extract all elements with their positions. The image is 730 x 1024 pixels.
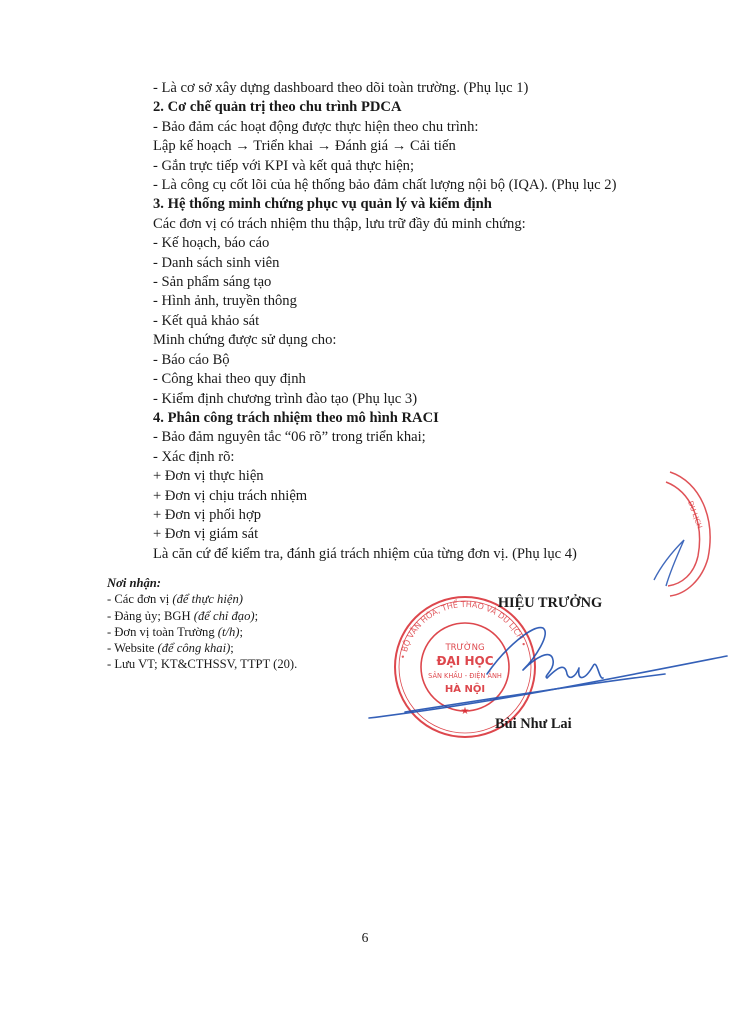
body-line: - Kế hoạch, báo cáo xyxy=(153,235,270,252)
recipient-item xyxy=(107,591,407,607)
recipient-punct: ; xyxy=(230,641,234,656)
body-line: - Hình ảnh, truyền thông xyxy=(153,293,297,310)
recipient-item xyxy=(107,656,407,672)
body-line: - Xác định rõ: xyxy=(153,448,235,465)
body-line: - Bảo đảm nguyên tắc “06 rõ” trong triển khai; xyxy=(153,429,426,446)
body-line: - Báo cáo Bộ xyxy=(153,351,230,368)
recipients-block xyxy=(107,575,407,673)
stamp-line-2: ĐẠI HỌC xyxy=(436,654,494,668)
body-line: + Đơn vị chịu trách nhiệm xyxy=(153,487,308,504)
handwritten-signature xyxy=(365,618,730,728)
signature-title: HIỆU TRƯỞNG xyxy=(497,595,603,611)
body-line: - Sản phẩm sáng tạo xyxy=(153,274,272,291)
recipient-text: - Website xyxy=(107,641,158,656)
body-line: - Là công cụ cốt lõi của hệ thống bảo đảm chất lượng nội bộ (IQA). (Phụ lục 2) xyxy=(153,177,617,194)
recipient-note: (để chỉ đạo) xyxy=(193,608,255,623)
stamp-line-1: TRƯỜNG xyxy=(445,643,485,653)
recipient-punct: ; xyxy=(254,608,259,623)
body-line: - Bảo đảm các hoạt động được thực hiện theo chu trình: xyxy=(153,118,479,135)
recipient-note: (để thực hiện) xyxy=(172,592,243,607)
recipient-item xyxy=(107,640,407,656)
body-line: Là căn cứ để kiểm tra, đánh giá trách nhiệm của từng đơn vị. (Phụ lục 4) xyxy=(153,545,577,562)
body-line: - Kiểm định chương trình đào tạo (Phụ lục 3) xyxy=(153,390,418,407)
body-line: + Đơn vị phối hợp xyxy=(153,506,261,523)
recipient-text: - Đơn vị toàn Trường xyxy=(107,624,218,639)
svg-text:★: ★ xyxy=(460,706,470,717)
stamp-line-3: SÂN KHẤU - ĐIỆN ẢNH xyxy=(428,672,502,680)
page-number: 6 xyxy=(361,930,369,945)
body-line: - Danh sách sinh viên xyxy=(153,254,280,271)
section-heading: 4. Phân công trách nhiệm theo mô hình RACI xyxy=(153,409,439,426)
body-line: - Công khai theo quy định xyxy=(153,371,306,388)
body-line: Lập kế hoạch → Triển khai → Đánh giá → Cải tiến xyxy=(153,138,456,155)
recipient-note: (t/h) xyxy=(217,624,240,639)
body-line: Minh chứng được sử dụng cho: xyxy=(153,332,337,349)
section-heading: 3. Hệ thống minh chứng phục vụ quản lý và kiểm định xyxy=(153,196,492,213)
page-seal-edge xyxy=(640,468,720,598)
recipients-title: Nơi nhận: xyxy=(107,576,162,590)
body-line: + Đơn vị thực hiện xyxy=(153,468,264,485)
document-body xyxy=(153,79,653,564)
recipient-punct: ; xyxy=(239,624,243,639)
body-line: - Gắn trực tiếp với KPI và kết quả thực hiện; xyxy=(153,157,415,174)
svg-text:DU LỊCH: DU LỊCH xyxy=(686,499,704,530)
recipient-item xyxy=(107,608,407,624)
recipient-text: - Đảng ủy; BGH xyxy=(107,608,194,623)
body-line: Các đơn vị có trách nhiệm thu thập, lưu trữ đầy đủ minh chứng: xyxy=(153,215,526,232)
stamp-line-4: HÀ NỘI xyxy=(444,684,486,695)
svg-text:• BỘ VĂN HÓA, THỂ THAO VÀ DU L: • BỘ VĂN HÓA, THỂ THAO VÀ DU LỊCH • xyxy=(398,599,529,660)
recipient-item xyxy=(107,624,407,640)
recipients-list xyxy=(107,591,407,672)
recipient-text: - Lưu VT; KT&CTHSSV, TTPT (20). xyxy=(107,657,298,672)
section-heading: 2. Cơ chế quản trị theo chu trình PDCA xyxy=(153,99,402,116)
recipient-text: - Các đơn vị xyxy=(107,592,173,607)
body-line: - Kết quả khảo sát xyxy=(153,312,260,329)
signer-name: Bùi Như Lai xyxy=(495,716,572,732)
recipient-note: (để công khai) xyxy=(157,641,231,656)
body-line: + Đơn vị giám sát xyxy=(153,526,259,543)
body-line: - Là cơ sở xây dựng dashboard theo dõi toàn trường. (Phụ lục 1) xyxy=(153,80,529,96)
